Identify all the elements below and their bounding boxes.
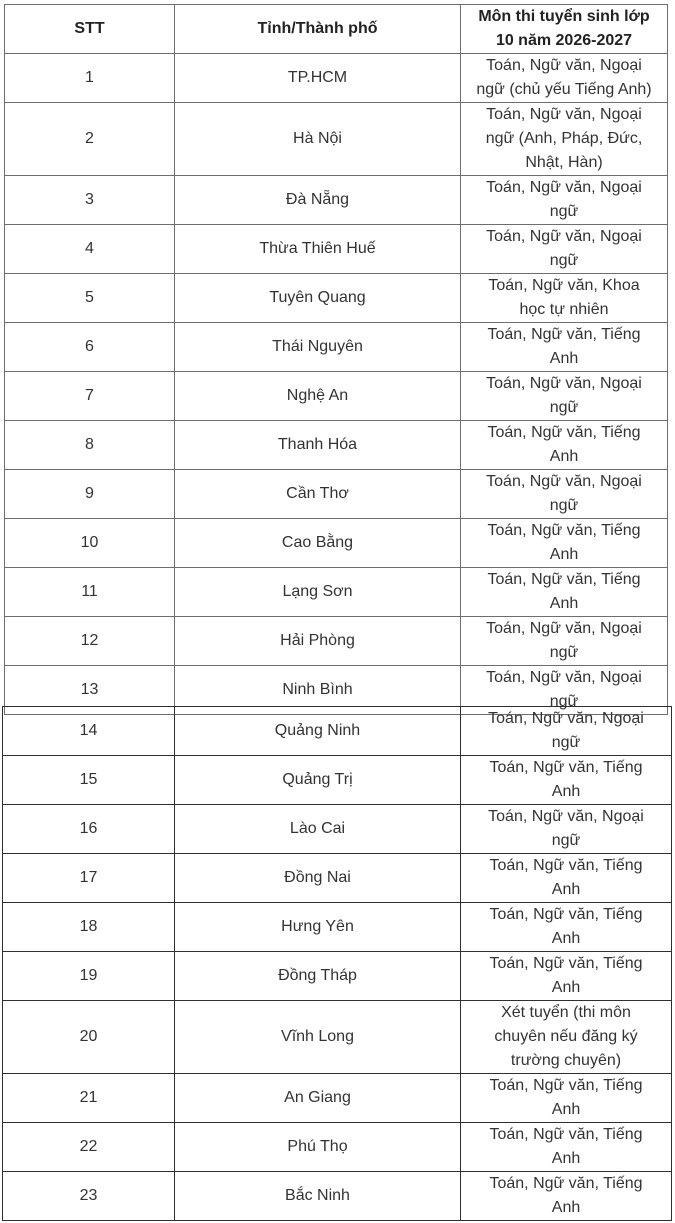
cell-stt: 5: [5, 274, 175, 323]
table-row: [5, 568, 668, 617]
cell-province: Vĩnh Long: [175, 1001, 461, 1074]
table-row: [5, 54, 668, 103]
header-province: Tỉnh/Thành phố: [175, 5, 461, 54]
table-row: [5, 470, 668, 519]
cell-subjects-line: Toán, Ngữ văn, Tiếng: [489, 906, 643, 923]
cell-stt: 13: [5, 666, 175, 715]
cell-subjects-line: Toán, Ngữ văn, Tiếng: [489, 1077, 643, 1094]
cell-subjects-line: ngữ: [549, 644, 579, 661]
cell-province: Phú Thọ: [175, 1123, 461, 1172]
header-subjects: [461, 5, 668, 54]
cell-subjects: [461, 756, 672, 805]
cell-subjects-line: Toán, Ngữ văn, Ngoại: [488, 808, 644, 825]
cell-subjects: [461, 805, 672, 854]
cell-subjects-line: chuyên nếu đăng ký: [494, 1028, 638, 1045]
table-row: [5, 225, 668, 274]
cell-subjects-line: Anh: [551, 783, 581, 800]
table-row: [5, 103, 668, 176]
cell-subjects-line: ngữ: [549, 693, 579, 710]
cell-subjects: [461, 274, 668, 323]
table-row: [5, 519, 668, 568]
cell-subjects-line: Toán, Ngữ văn, Ngoại: [486, 228, 642, 245]
cell-stt: 14: [3, 707, 175, 756]
cell-subjects-line: Toán, Ngữ văn, Ngoại: [486, 473, 642, 490]
table-row: [5, 617, 668, 666]
header-stt: STT: [5, 5, 175, 54]
table-row: [3, 756, 672, 805]
cell-stt: 12: [5, 617, 175, 666]
table-row: [5, 323, 668, 372]
cell-subjects-line: Anh: [549, 595, 579, 612]
cell-stt: 15: [3, 756, 175, 805]
table-row: [5, 421, 668, 470]
cell-province: Nghệ An: [175, 372, 461, 421]
cell-stt: 22: [3, 1123, 175, 1172]
cell-province: Đồng Nai: [175, 854, 461, 903]
cell-province: Đà Nẵng: [175, 176, 461, 225]
cell-subjects-line: Toán, Ngữ văn, Tiếng: [487, 571, 641, 588]
cell-stt: 7: [5, 372, 175, 421]
cell-subjects-line: Anh: [549, 448, 579, 465]
table-row: [3, 854, 672, 903]
cell-subjects: [461, 617, 668, 666]
table-row: [3, 1074, 672, 1123]
cell-stt: 4: [5, 225, 175, 274]
cell-subjects-line: trường chuyên): [510, 1052, 622, 1069]
cell-province: Hưng Yên: [175, 903, 461, 952]
cell-subjects-line: ngữ: [549, 252, 579, 269]
header-subjects-line-1: Môn thi tuyển sinh lớp: [478, 8, 650, 25]
table-row: [3, 707, 672, 756]
cell-stt: 3: [5, 176, 175, 225]
cell-province: Hà Nội: [175, 103, 461, 176]
cell-subjects: [461, 1123, 672, 1172]
cell-subjects: [461, 903, 672, 952]
cell-province: Quảng Ninh: [175, 707, 461, 756]
cell-subjects-line: Toán, Ngữ văn, Ngoại: [486, 620, 642, 637]
cell-subjects-line: ngữ: [549, 203, 579, 220]
cell-subjects: [461, 323, 668, 372]
cell-subjects-line: Anh: [551, 1150, 581, 1167]
cell-province: TP.HCM: [175, 54, 461, 103]
cell-subjects: [461, 470, 668, 519]
cell-subjects-line: Nhật, Hàn): [525, 154, 603, 171]
cell-subjects-line: Toán, Ngữ văn, Ngoại: [486, 179, 642, 196]
cell-stt: 23: [3, 1172, 175, 1221]
table-row: [5, 372, 668, 421]
cell-stt: 10: [5, 519, 175, 568]
table-row: [3, 1123, 672, 1172]
cell-province: Tuyên Quang: [175, 274, 461, 323]
cell-stt: 11: [5, 568, 175, 617]
cell-subjects-line: Toán, Ngữ văn, Khoa: [488, 277, 640, 294]
cell-subjects-line: Toán, Ngữ văn, Tiếng: [487, 522, 641, 539]
cell-province: Hải Phòng: [175, 617, 461, 666]
cell-province: Bắc Ninh: [175, 1172, 461, 1221]
cell-subjects: [461, 421, 668, 470]
cell-subjects: [461, 103, 668, 176]
cell-subjects-line: Anh: [551, 930, 581, 947]
cell-stt: 17: [3, 854, 175, 903]
cell-subjects-line: Toán, Ngữ văn, Ngoại: [486, 669, 642, 686]
cell-subjects-line: Toán, Ngữ văn, Tiếng: [487, 326, 641, 343]
cell-subjects-line: ngữ: [549, 497, 579, 514]
cell-subjects-line: Toán, Ngữ văn, Tiếng: [489, 857, 643, 874]
cell-stt: 1: [5, 54, 175, 103]
cell-province: Cần Thơ: [175, 470, 461, 519]
cell-province: Ninh Bình: [175, 666, 461, 715]
cell-subjects: [461, 707, 672, 756]
cell-subjects-line: Toán, Ngữ văn, Ngoại: [486, 375, 642, 392]
cell-stt: 9: [5, 470, 175, 519]
cell-province: Thái Nguyên: [175, 323, 461, 372]
cell-subjects-line: Toán, Ngữ văn, Ngoại: [488, 710, 644, 727]
cell-stt: 8: [5, 421, 175, 470]
table-row: [3, 805, 672, 854]
cell-subjects-line: Anh: [549, 350, 579, 367]
cell-subjects-line: ngữ: [551, 832, 581, 849]
cell-subjects-line: Anh: [551, 979, 581, 996]
cell-stt: 16: [3, 805, 175, 854]
cell-subjects-line: Toán, Ngữ văn, Tiếng: [489, 1175, 643, 1192]
cell-stt: 6: [5, 323, 175, 372]
cell-subjects-line: Anh: [551, 881, 581, 898]
cell-province: Thừa Thiên Huế: [175, 225, 461, 274]
table-row: [3, 1172, 672, 1221]
table-row: [3, 903, 672, 952]
cell-province: An Giang: [175, 1074, 461, 1123]
cell-subjects-line: Toán, Ngữ văn, Tiếng: [487, 424, 641, 441]
cell-subjects: [461, 952, 672, 1001]
cell-subjects-line: ngữ (chủ yếu Tiếng Anh): [476, 81, 652, 98]
header-subjects-line-2: 10 năm 2026-2027: [495, 32, 633, 49]
cell-subjects-line: Anh: [549, 546, 579, 563]
cell-subjects: [461, 225, 668, 274]
cell-stt: 18: [3, 903, 175, 952]
cell-subjects: [461, 1001, 672, 1074]
cell-subjects-line: Toán, Ngữ văn, Tiếng: [489, 955, 643, 972]
cell-subjects: [461, 1172, 672, 1221]
cell-subjects-line: Anh: [551, 1199, 581, 1216]
cell-province: Cao Bằng: [175, 519, 461, 568]
cell-stt: 20: [3, 1001, 175, 1074]
cell-subjects-line: ngữ: [551, 734, 581, 751]
cell-subjects: [461, 54, 668, 103]
cell-subjects-line: Xét tuyển (thi môn: [501, 1004, 631, 1021]
cell-subjects: [461, 519, 668, 568]
cell-subjects-line: Anh: [551, 1101, 581, 1118]
cell-province: Đồng Tháp: [175, 952, 461, 1001]
cell-stt: 2: [5, 103, 175, 176]
cell-province: Lào Cai: [175, 805, 461, 854]
cell-province: Lạng Sơn: [175, 568, 461, 617]
table-row: [5, 274, 668, 323]
cell-subjects-line: ngữ: [549, 399, 579, 416]
cell-subjects-line: học tự nhiên: [519, 301, 609, 318]
table-row: [3, 1001, 672, 1074]
cell-subjects: [461, 1074, 672, 1123]
exam-subjects-table-part-1: [4, 4, 668, 715]
cell-subjects-line: Toán, Ngữ văn, Ngoại: [486, 106, 642, 123]
table-row: [5, 176, 668, 225]
cell-subjects: [461, 854, 672, 903]
cell-subjects: [461, 176, 668, 225]
cell-stt: 19: [3, 952, 175, 1001]
cell-subjects-line: Toán, Ngữ văn, Tiếng: [489, 759, 643, 776]
table-row: [3, 952, 672, 1001]
cell-subjects-line: ngữ (Anh, Pháp, Đức,: [485, 130, 643, 147]
cell-subjects-line: Toán, Ngữ văn, Ngoại: [486, 57, 642, 74]
exam-subjects-table-part-2: [2, 706, 672, 1221]
cell-subjects: [461, 568, 668, 617]
cell-province: Thanh Hóa: [175, 421, 461, 470]
cell-subjects-line: Toán, Ngữ văn, Tiếng: [489, 1126, 643, 1143]
cell-province: Quảng Trị: [175, 756, 461, 805]
cell-subjects: [461, 372, 668, 421]
table-header-row: [5, 5, 668, 54]
cell-stt: 21: [3, 1074, 175, 1123]
